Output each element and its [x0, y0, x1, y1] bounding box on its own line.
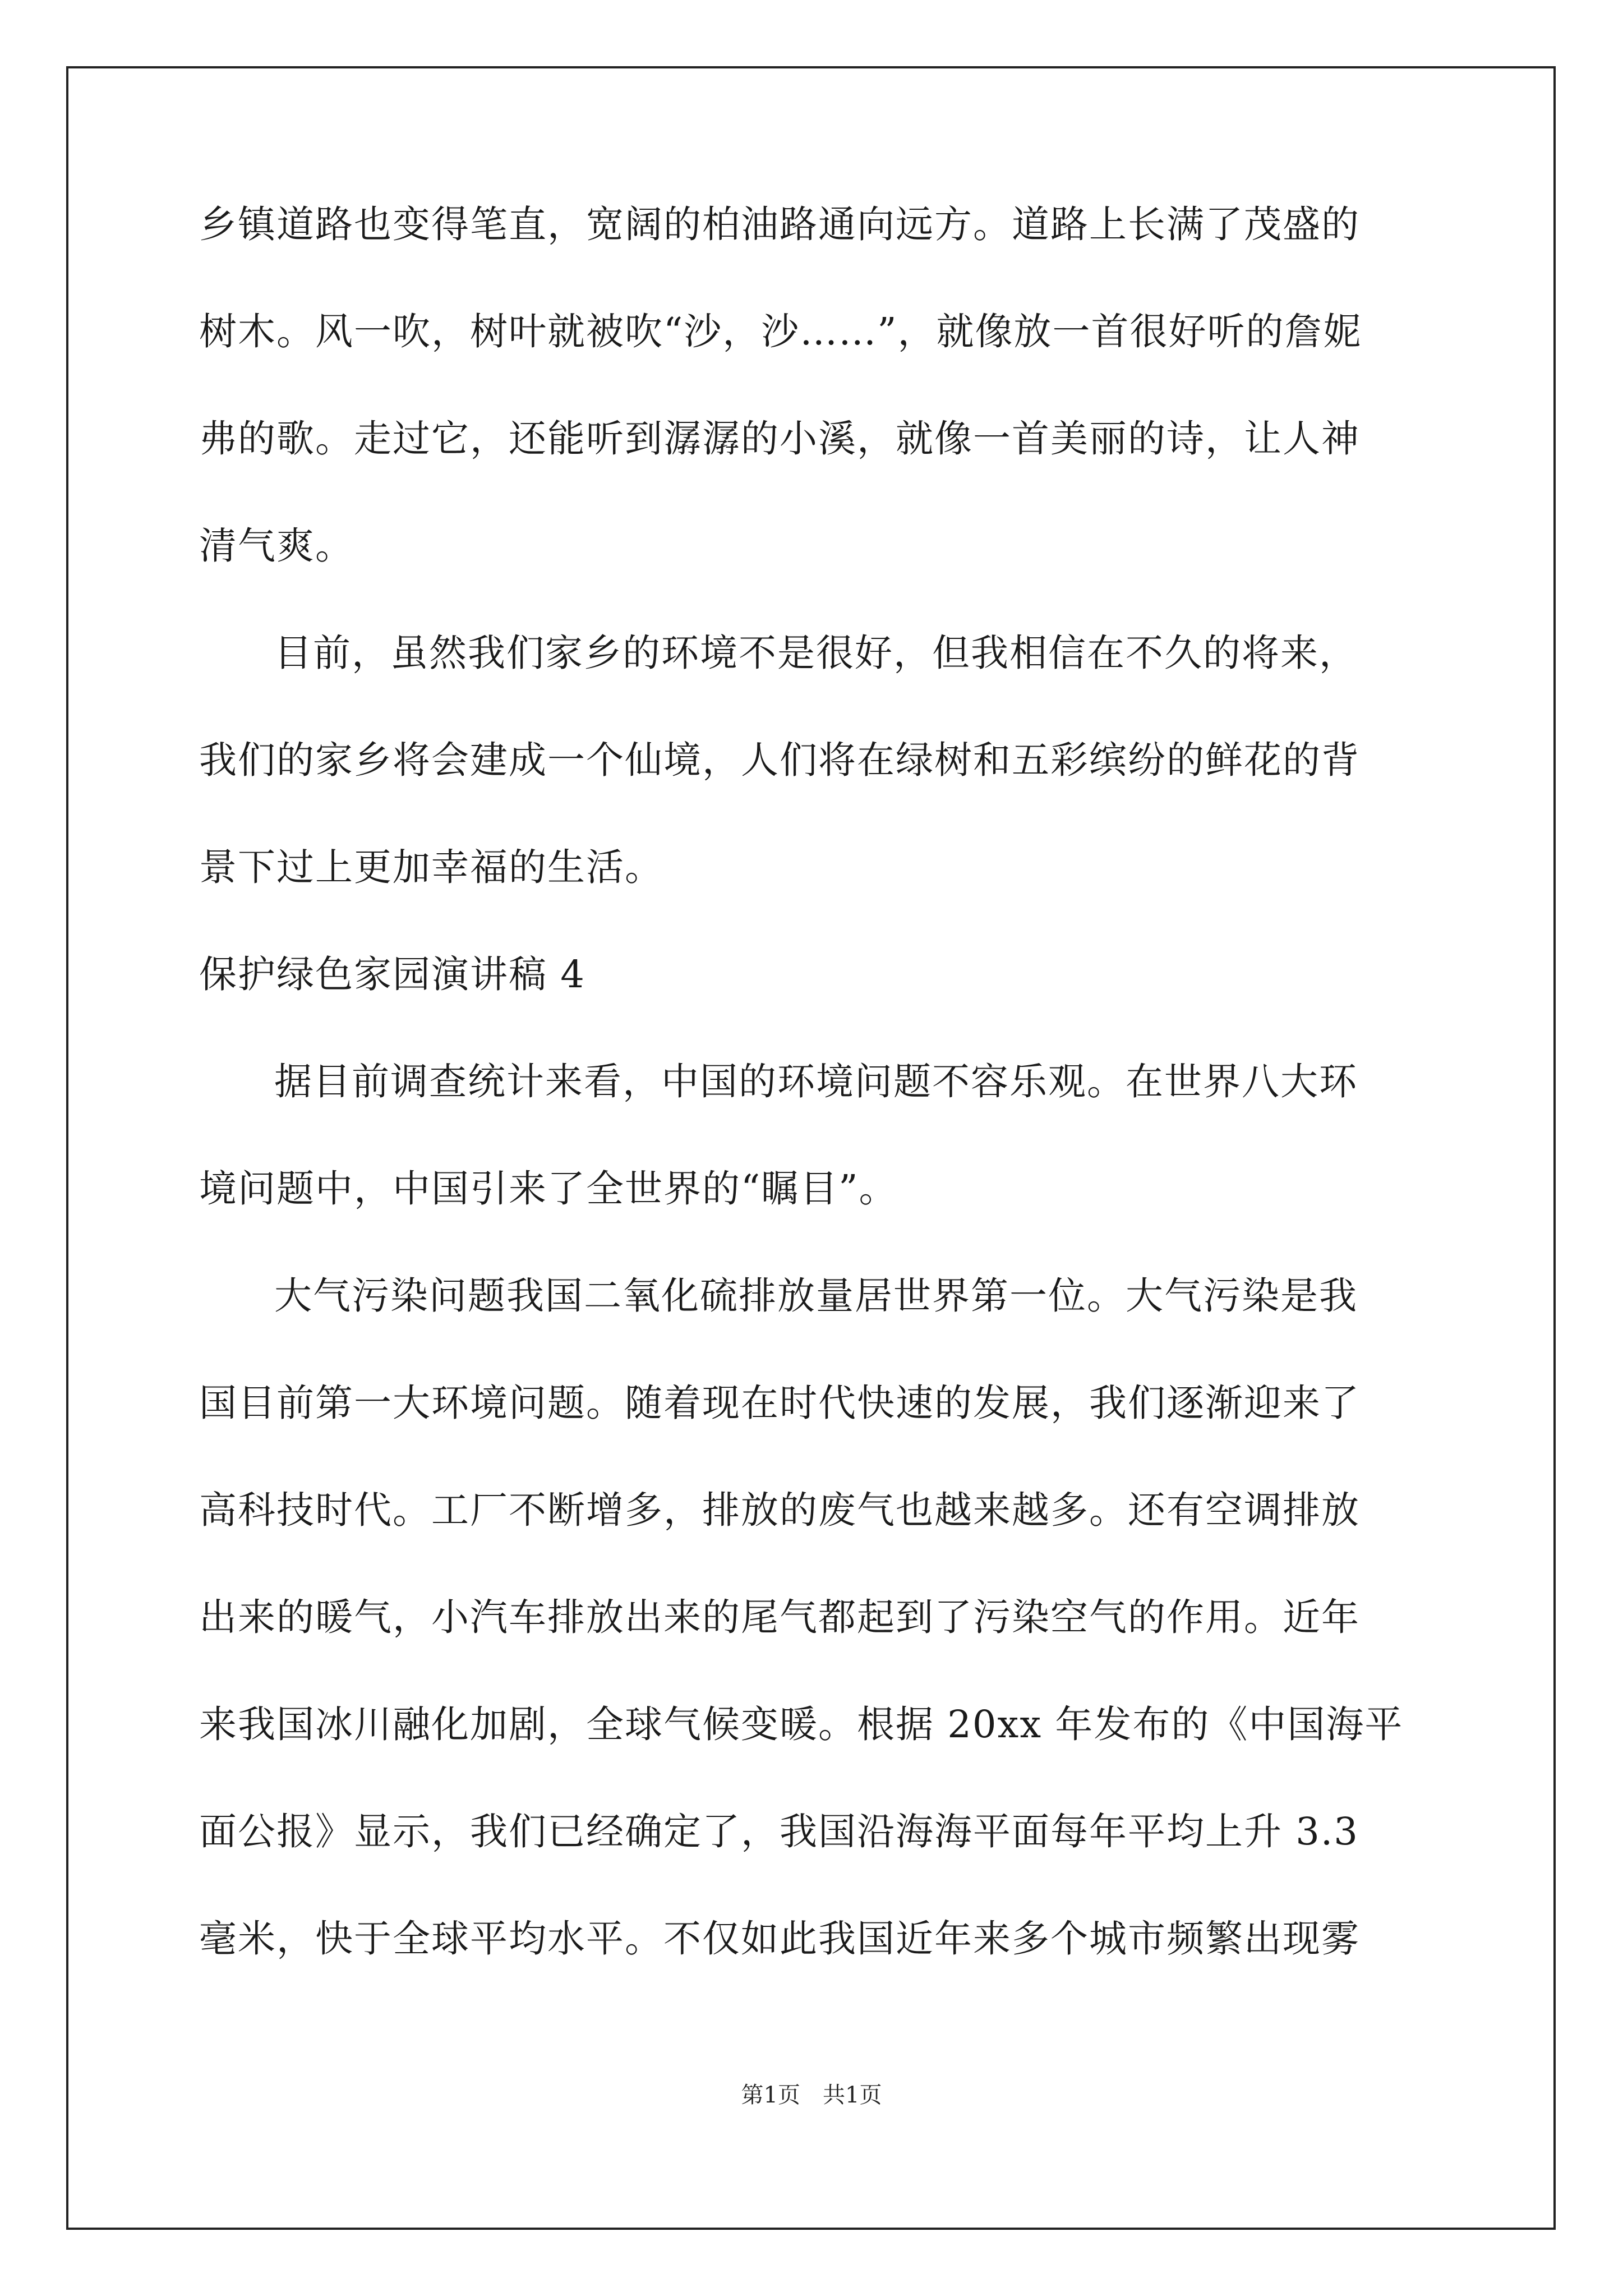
paragraph-line: 出来的暖气，小汽车排放出来的尾气都起到了污染空气的作用。近年	[199, 1595, 1360, 1639]
paragraph-line: 国目前第一大环境问题。随着现在时代快速的发展，我们逐渐迎来了	[199, 1381, 1360, 1425]
paragraph-line: 高科技时代。工厂不断增多，排放的废气也越来越多。还有空调排放	[199, 1488, 1360, 1532]
paragraph-line: 大气污染问题我国二氧化硫排放量居世界第一位。大气污染是我	[274, 1274, 1358, 1318]
paragraph-line: 目前，虽然我们家乡的环境不是很好，但我相信在不久的将来，	[274, 631, 1358, 675]
paragraph-line: 弗的歌。走过它，还能听到潺潺的小溪，就像一首美丽的诗，让人神	[199, 417, 1360, 461]
paragraph-line: 清气爽。	[199, 524, 354, 568]
paragraph-line: 来我国冰川融化加剧，全球气候变暖。根据 20xx 年发布的《中国海平	[199, 1703, 1404, 1746]
page-border	[66, 66, 1556, 2230]
paragraph-line: 乡镇道路也变得笔直，宽阔的柏油路通向远方。道路上长满了茂盛的	[199, 203, 1360, 246]
paragraph-line: 面公报》显示，我们已经确定了，我国沿海海平面每年平均上升 3.3	[199, 1810, 1359, 1853]
paragraph-line: 据目前调查统计来看，中国的环境问题不容乐观。在世界八大环	[274, 1060, 1358, 1103]
paragraph-line: 树木。风一吹，树叶就被吹“沙，沙……”，就像放一首很好听的詹妮	[199, 310, 1362, 353]
paragraph-line: 境问题中，中国引来了全世界的“瞩目”。	[199, 1167, 898, 1211]
paragraph-line: 景下过上更加幸福的生活。	[199, 845, 663, 889]
page-footer: 第1页 共1页	[741, 2082, 882, 2108]
paragraph-line: 毫米，快于全球平均水平。不仅如此我国近年来多个城市频繁出现雾	[199, 1917, 1360, 1961]
section-heading: 保护绿色家园演讲稿 4	[199, 953, 585, 996]
paragraph-line: 我们的家乡将会建成一个仙境，人们将在绿树和五彩缤纷的鲜花的背	[199, 738, 1360, 782]
